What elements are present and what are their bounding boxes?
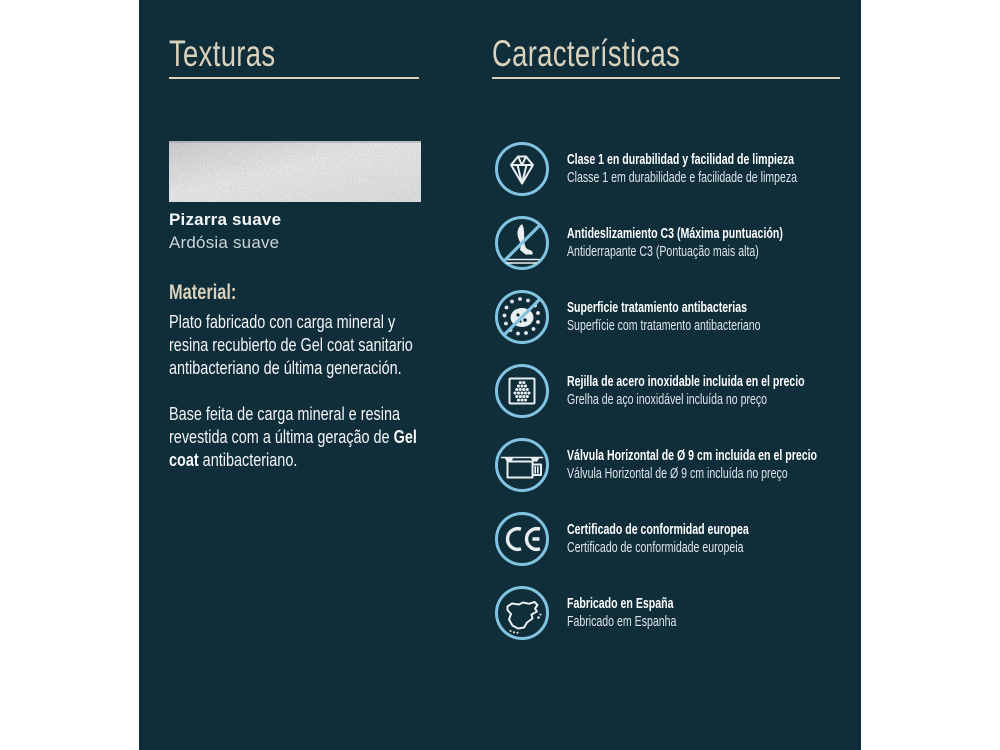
- drain-grate-icon: [494, 363, 550, 419]
- characteristics-underline: [492, 77, 840, 79]
- material-pt-gelcoat: Gel coat: [169, 426, 417, 470]
- textures-underline: [169, 77, 419, 79]
- material-pt-prefix: Base feita de carga mineral e resina revestida com a última geração de: [169, 403, 401, 447]
- characteristic-row-antislip: [494, 215, 861, 271]
- material-pt-suffix: antibacteriano.: [198, 449, 298, 470]
- material-description-pt: [169, 402, 430, 471]
- characteristic-text-pt: Superfície com tratamento antibacteriano: [567, 318, 761, 334]
- characteristics-title: Características: [492, 33, 681, 74]
- characteristic-row-ce: [494, 511, 861, 567]
- spain-map-icon: [494, 585, 550, 641]
- characteristic-text-es: Válvula Horizontal de Ø 9 cm incluida en el precio: [567, 448, 818, 464]
- textures-title: Texturas: [169, 33, 276, 74]
- characteristic-text-es: Fabricado en España: [567, 596, 674, 612]
- material-description-es: Plato fabricado con carga mineral y resina recubierto de Gel coat sanitario antibacteriano de última generación.: [169, 311, 413, 378]
- characteristic-row-grate: [494, 363, 861, 419]
- characteristic-text-es: Antideslizamiento C3 (Máxima puntuación): [567, 226, 783, 242]
- texture-label-pt: Ardósia suave: [169, 233, 280, 252]
- characteristic-text-es: Clase 1 en durabilidad y facilidad de limpieza: [567, 152, 795, 168]
- characteristic-text-es: Superficie tratamiento antibacterias: [567, 300, 748, 316]
- characteristic-text-pt: Classe 1 em durabilidade e facilidade de limpeza: [567, 170, 798, 186]
- characteristic-text-es: Certificado de conformidad europea: [567, 522, 749, 538]
- characteristic-row-valve: [494, 437, 861, 493]
- characteristics-list: [494, 141, 861, 659]
- characteristic-text-pt: Certificado de conformidade europeia: [567, 540, 744, 556]
- horizontal-valve-icon: [494, 437, 550, 493]
- characteristic-text-pt: Fabricado em Espanha: [567, 614, 677, 630]
- antibacterial-icon: [494, 289, 550, 345]
- characteristic-text-pt: Grelha de aço inoxidável incluída no preço: [567, 392, 768, 408]
- product-spec-panel: [139, 0, 861, 750]
- texture-label-es: Pizarra suave: [169, 210, 282, 229]
- characteristic-text-pt: Válvula Horizontal de Ø 9 cm incluída no preço: [567, 466, 788, 482]
- material-title: Material:: [169, 281, 237, 304]
- texture-swatch-pizarra-suave: [169, 141, 421, 202]
- characteristic-row-antibacterial: [494, 289, 861, 345]
- characteristic-text-es: Rejilla de acero inoxidable incluida en el precio: [567, 374, 805, 390]
- characteristic-row-durability: [494, 141, 861, 197]
- characteristic-row-spain: [494, 585, 861, 641]
- diamond-icon: [494, 141, 550, 197]
- characteristic-text-pt: Antiderrapante C3 (Pontuação mais alta): [567, 244, 759, 260]
- ce-mark-icon: [494, 511, 550, 567]
- anti-slip-icon: [494, 215, 550, 271]
